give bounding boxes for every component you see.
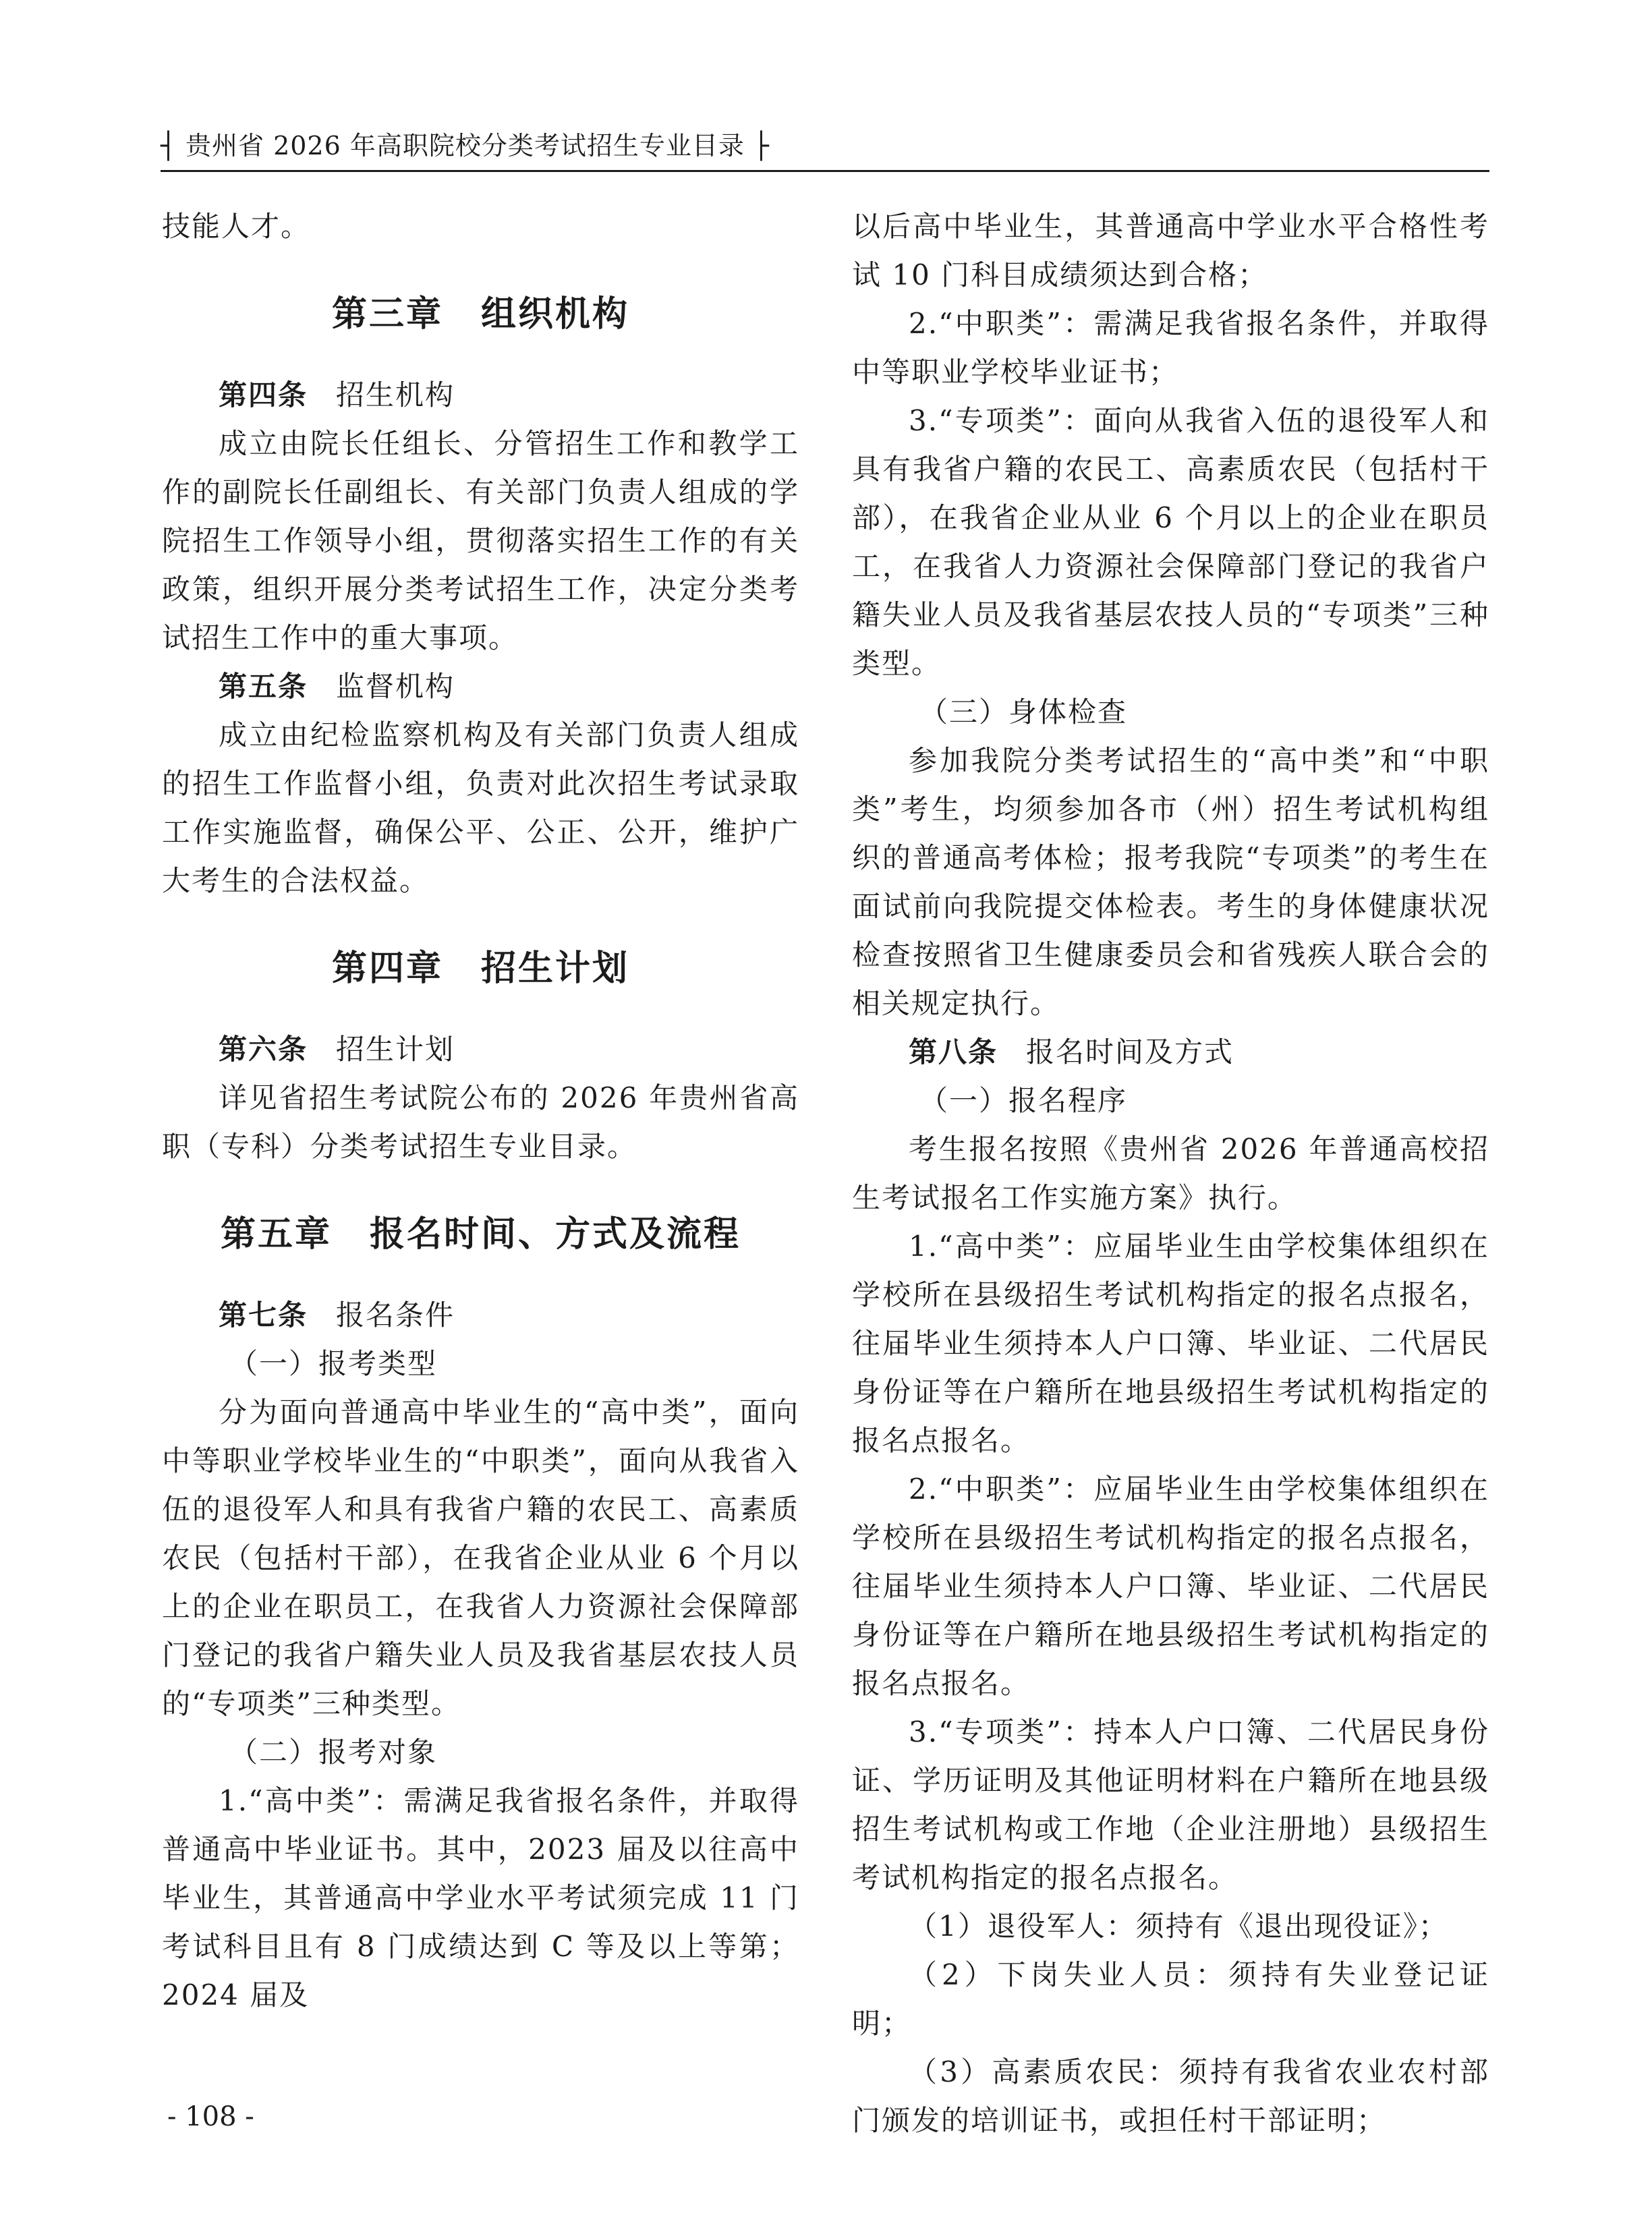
paragraph-article-8-4: 3.“专项类”：持本人户口簿、二代居民身份证、学历证明及其他证明材料在户籍所在地县级招生考试机构或工作地（企业注册地）县级招生考试机构指定的报名点报名。 (852, 1715, 1489, 1894)
chapter-3-number: 第三章 (331, 294, 443, 335)
article-6 (162, 1025, 799, 1074)
article-6-key: 第六条 (219, 1033, 308, 1066)
chapter-4-number: 第四章 (331, 948, 443, 989)
article-6-title: 招生计划 (336, 1033, 455, 1066)
article-8-title: 报名时间及方式 (1026, 1035, 1234, 1068)
article-4 (162, 371, 799, 420)
subsection-1-heading: （一）报考类型 (229, 1347, 438, 1380)
article-7 (162, 1291, 799, 1340)
paragraph-article-8-2: 1.“高中类”：应届毕业生由学校集体组织在学校所在县级招生考试机构指定的报名点报名，往届毕业生须持本人户口簿、毕业证、二代居民身份证等在户籍所在地县级招生考试机构指定的报名点报名。 (852, 1230, 1489, 1457)
paragraph-article-8-1: 考生报名按照《贵州省 2026 年普通高校招生考试报名工作实施方案》执行。 (852, 1133, 1489, 1214)
article-5-title: 监督机构 (336, 670, 455, 703)
article-7-title: 报名条件 (336, 1298, 455, 1332)
paragraph-article-6: 详见省招生考试院公布的 2026 年贵州省高职（专科）分类考试招生专业目录。 (162, 1081, 799, 1163)
chapter-3-heading (162, 290, 799, 339)
chapter-4-heading (162, 944, 799, 993)
header-divider (161, 170, 1489, 172)
right-column (852, 202, 1489, 2145)
article-4-key: 第四条 (219, 378, 308, 411)
article-5 (162, 662, 799, 711)
header-title: 贵州省 2026 年高职院校分类考试招生专业目录 (185, 131, 745, 161)
article-8-subsection-1-heading: （一）报名程序 (919, 1084, 1128, 1117)
paragraph-subsection-3: 参加我院分类考试招生的“高中类”和“中职类”考生，均须参加各市（州）招生考试机构组织的普通高考体检；报考我院“专项类”的考生在面试前向我院提交体检表。考生的身体健康状况检查按照省卫生健康委员会和省残疾人联合会的相关规定执行。 (852, 744, 1489, 1020)
subsection-2-heading: （二）报考对象 (229, 1736, 438, 1769)
header-left-mark: ┤ (161, 131, 177, 161)
article-4-title: 招生机构 (336, 378, 455, 411)
paragraph-continued: 以后高中毕业生，其普通高中学业水平合格性考试 10 门科目成绩须达到合格； (852, 210, 1489, 291)
article-8-key: 第八条 (909, 1035, 998, 1068)
paragraph-subsection-2-item-1: 1.“高中类”：需满足我省报名条件，并取得普通高中毕业证书。其中，2023 届及以往高中毕业生，其普通高中学业水平考试须完成 11 门考试科目且有 8 门成绩达到 C 等及以上等第；2024 届及 (162, 1784, 799, 2011)
chapter-4-title: 招生计划 (481, 948, 630, 989)
paragraph-article-4: 成立由院长任组长、分管招生工作和教学工作的副院长任副组长、有关部门负责人组成的学院招生工作领导小组，贯彻落实招生工作的有关政策，组织开展分类考试招生工作，决定分类考试招生工作中的重大事项。 (162, 427, 799, 654)
left-column (162, 202, 799, 2020)
paragraph-subsection-1: 分为面向普通高中毕业生的“高中类”，面向中等职业学校毕业生的“中职类”，面向从我省入伍的退役军人和具有我省户籍的农民工、高素质农民（包括村干部），在我省企业从业 6 个月以上的企业在职员工，在我省人力资源社会保障部门登记的我省户籍失业人员及我省基层农技人员的“专项类”三种类型。 (162, 1396, 799, 1720)
paragraph-subsection-2-item-2: 2.“中职类”：需满足我省报名条件，并取得中等职业学校毕业证书； (852, 307, 1489, 389)
chapter-5-number: 第五章 (220, 1214, 332, 1255)
header-right-mark: ├ (753, 131, 770, 161)
paragraph-article-8-5: （1）退役军人：须持有《退出现役证》； (909, 1910, 1448, 1943)
paragraph-article-8-3: 2.“中职类”：应届毕业生由学校集体组织在学校所在县级招生考试机构指定的报名点报名，往届毕业生须持本人户口簿、毕业证、二代居民身份证等在户籍所在地县级招生考试机构指定的报名点报名。 (852, 1473, 1489, 1700)
article-5-key: 第五条 (219, 670, 308, 703)
paragraph-article-8-7: （3）高素质农民：须持有我省农业农村部门颁发的培训证书，或担任村干部证明； (852, 2055, 1489, 2137)
paragraph-intro: 技能人才。 (162, 210, 311, 243)
paragraph-article-8-6: （2）下岗失业人员：须持有失业登记证明； (852, 1958, 1489, 2040)
paragraph-subsection-2-item-3: 3.“专项类”：面向从我省入伍的退役军人和具有我省户籍的农民工、高素质农民（包括村干部），在我省企业从业 6 个月以上的企业在职员工，在我省人力资源社会保障部门登记的我省户籍失业人员及我省基层农技人员的“专项类”三种类型。 (852, 404, 1489, 680)
chapter-5-title: 报名时间、方式及流程 (370, 1214, 741, 1255)
paragraph-article-5: 成立由纪检监察机构及有关部门负责人组成的招生工作监督小组，负责对此次招生考试录取工作实施监督，确保公平、公正、公开，维护广大考生的合法权益。 (162, 718, 799, 897)
article-8 (852, 1028, 1489, 1077)
chapter-3-title: 组织机构 (481, 294, 630, 335)
page-number: - 108 - (167, 2101, 254, 2132)
running-header (161, 125, 1489, 166)
article-7-key: 第七条 (219, 1298, 308, 1332)
chapter-5-heading (162, 1210, 799, 1259)
subsection-3-heading: （三）身体检查 (919, 695, 1128, 729)
